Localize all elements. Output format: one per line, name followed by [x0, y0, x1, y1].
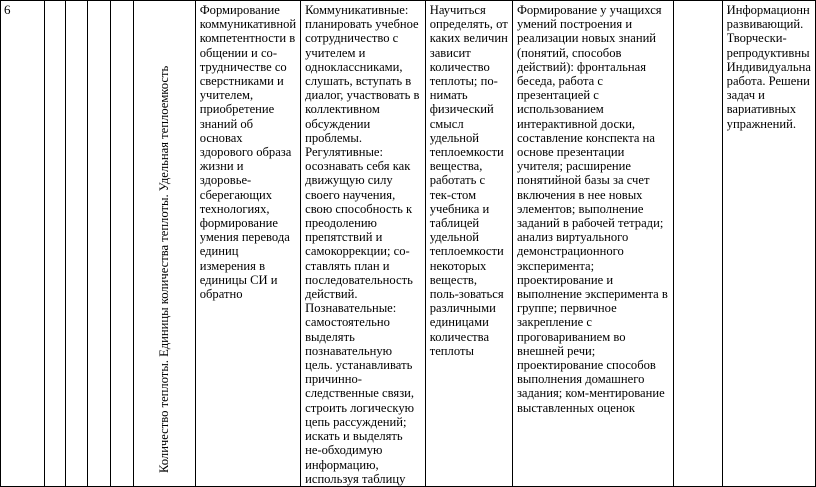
subject-results-text: Научиться определять, от каких величин зависит количество теплоты; по-нимать физический смысл удельной теплоемкости вещества, работать с тек-стом учебника и таблицей удельной теплоемкости некоторых веществ, поль-зоваться различными единицами количества теплоты [429, 3, 508, 358]
empty-cell [110, 1, 133, 487]
forms-line: вариативных [726, 102, 796, 117]
forms-line: упражнений. [726, 116, 796, 131]
forms-line: развивающий. [726, 17, 804, 32]
forms-cell [722, 1, 815, 487]
activities-cell [512, 1, 673, 487]
forms-line: репродуктивны [726, 45, 810, 60]
empty-cell [674, 1, 722, 487]
personal-results-text: Формирование коммуникативной компетентности в общении и со-трудничестве со сверстниками и учителем, приобретение знаний об основах здорового образа жизни и здоровье-сберегающих технологиях, формирование умения перевода единиц измерения в единицы СИ и обратно [199, 3, 297, 302]
empty-cell [45, 1, 66, 487]
lesson-number: 6 [4, 2, 11, 17]
activities-text: Формирование у учащихся умений построения и реализации новых знаний (понятий, способов действий): фронтальная беседа, работа с презентацией с использованием интерактивной доски, составление конспекта на основе презентации учителя; расширение понятийной базы за счет включения в нее новых элементов; выполнение заданий в рабочей тетради; анализ виртуального демонстрационного эксперимента; проектирование и выполнение эксперимента в группе; первичное закрепление с проговариванием во внешней речи; проектирование способов выполнения домашнего задания; ком-ментирование выставленных оценок [516, 3, 668, 415]
forms-line: Творчески- [726, 31, 787, 46]
lesson-number-cell [1, 1, 45, 487]
topic-cell [133, 1, 195, 487]
empty-cell [66, 1, 88, 487]
table-row [1, 1, 816, 487]
subject-results-cell [425, 1, 512, 487]
metasubject-results-cell [301, 1, 426, 487]
forms-line: Информационн [726, 3, 810, 17]
forms-line: работа. Решени [726, 74, 810, 89]
metasubject-results-text: Коммуникативные: планировать учебное сотрудничество с учителем и одноклассниками, слушать, вступать в диалог, участвовать в коллективном обсуждении проблемы. Регулятивные: осознавать себя как движущую силу своего научения, свою способность к преодолению препятствий и самокоррекции; со-ставлять план и последовательность действий. Познавательные: самостоятельно выделять познавательную цель. устанавливать причинно-следственные связи, строить логическую цепь рассуждений; искать и выделять не-обходимую информацию, используя таблицу [305, 3, 420, 486]
lesson-topic: Количество теплоты. Единицы количества теплоты. Удельная теплоемкость [157, 66, 172, 474]
forms-line: задач и [726, 88, 765, 103]
forms-line: Индивидуальна [726, 59, 811, 74]
empty-cell [88, 1, 110, 487]
personal-results-cell [195, 1, 300, 487]
